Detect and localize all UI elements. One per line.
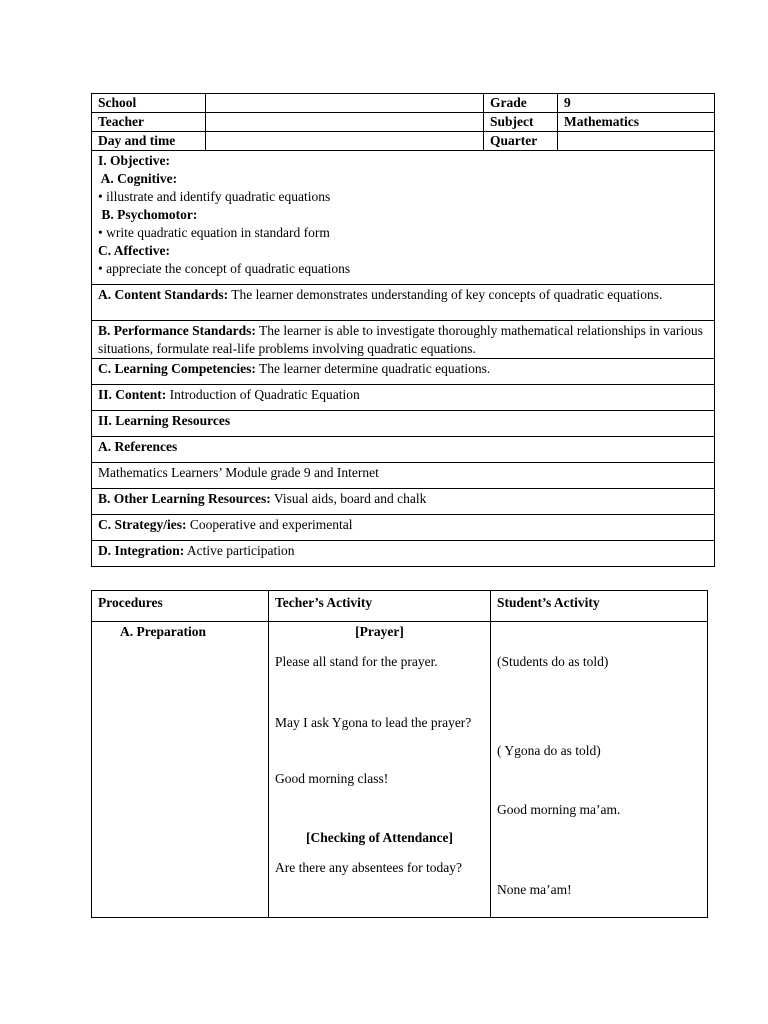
stage-preparation: A. Preparation bbox=[92, 622, 269, 918]
procedures-table bbox=[91, 590, 708, 918]
performance-standards-text: The learner is able to investigate thoroughly mathematical relationships in various situations, formulate real-life problems involving quadratic equations. bbox=[98, 323, 703, 356]
teacher-line-3: Good morning class! bbox=[275, 771, 389, 786]
col-teacher-activity: Techer’s Activity bbox=[269, 591, 491, 622]
objectives-row bbox=[92, 151, 715, 285]
grade-label: Grade bbox=[484, 94, 558, 113]
cognitive-label: A. Cognitive: bbox=[98, 171, 178, 186]
objectives-cell bbox=[92, 151, 715, 285]
teacher-row bbox=[92, 113, 715, 132]
teacher-activity-cell bbox=[269, 622, 491, 918]
competencies-label: C. Learning Competencies: bbox=[98, 361, 256, 376]
teacher-value bbox=[206, 113, 484, 132]
strategy-text: Cooperative and experimental bbox=[186, 517, 353, 532]
competencies-text: The learner determine quadratic equations. bbox=[255, 361, 491, 376]
subject-label: Subject bbox=[484, 113, 558, 132]
student-line-3: Good morning ma’am. bbox=[497, 802, 621, 817]
strategy-row bbox=[92, 515, 715, 541]
references-row bbox=[92, 437, 715, 463]
teacher-line-2: May I ask Ygona to lead the prayer? bbox=[275, 715, 472, 730]
student-line-2: ( Ygona do as told) bbox=[497, 743, 601, 758]
lesson-info-table bbox=[91, 93, 715, 567]
quarter-value bbox=[558, 132, 715, 151]
grade-value: 9 bbox=[558, 94, 715, 113]
performance-standards-row bbox=[92, 321, 715, 359]
student-line-1: (Students do as told) bbox=[497, 654, 609, 669]
strategy-cell bbox=[92, 515, 715, 541]
strategy-label: C. Strategy/ies: bbox=[98, 517, 187, 532]
content-label: II. Content: bbox=[98, 387, 167, 402]
performance-standards-label: B. Performance Standards: bbox=[98, 323, 256, 338]
content-standards-row bbox=[92, 285, 715, 321]
teacher-line-1: Please all stand for the prayer. bbox=[275, 654, 438, 669]
preparation-row bbox=[92, 622, 708, 918]
affective-label: C. Affective: bbox=[98, 243, 170, 258]
content-standards-cell bbox=[92, 285, 715, 321]
content-standards-label: A. Content Standards: bbox=[98, 287, 229, 302]
other-resources-text: Visual aids, board and chalk bbox=[270, 491, 427, 506]
daytime-label: Day and time bbox=[92, 132, 206, 151]
objective-title: I. Objective: bbox=[98, 153, 170, 168]
other-resources-cell bbox=[92, 489, 715, 515]
integration-label: D. Integration: bbox=[98, 543, 185, 558]
daytime-value bbox=[206, 132, 484, 151]
subject-value: Mathematics bbox=[558, 113, 715, 132]
cognitive-item: • illustrate and identify quadratic equations bbox=[98, 189, 331, 204]
school-row bbox=[92, 94, 715, 113]
references-text-row bbox=[92, 463, 715, 489]
content-standards-text: The learner demonstrates understanding of key concepts of quadratic equations. bbox=[228, 287, 663, 302]
content-text: Introduction of Quadratic Equation bbox=[166, 387, 360, 402]
competencies-row bbox=[92, 359, 715, 385]
teacher-label: Teacher bbox=[92, 113, 206, 132]
content-row bbox=[92, 385, 715, 411]
procedures-header-row bbox=[92, 591, 708, 622]
student-line-4: None ma’am! bbox=[497, 882, 572, 897]
quarter-label: Quarter bbox=[484, 132, 558, 151]
psychomotor-item: • write quadratic equation in standard form bbox=[98, 225, 330, 240]
other-resources-row bbox=[92, 489, 715, 515]
attendance-heading: [Checking of Attendance] bbox=[306, 830, 453, 845]
integration-cell bbox=[92, 541, 715, 567]
other-resources-label: B. Other Learning Resources: bbox=[98, 491, 271, 506]
references-text: Mathematics Learners’ Module grade 9 and Internet bbox=[92, 463, 715, 489]
psychomotor-label: B. Psychomotor: bbox=[98, 207, 198, 222]
col-procedures: Procedures bbox=[92, 591, 269, 622]
integration-text: Active participation bbox=[184, 543, 295, 558]
performance-standards-cell bbox=[92, 321, 715, 359]
resources-title: II. Learning Resources bbox=[92, 411, 715, 437]
prayer-heading: [Prayer] bbox=[355, 624, 404, 639]
school-value bbox=[206, 94, 484, 113]
school-label: School bbox=[92, 94, 206, 113]
daytime-row bbox=[92, 132, 715, 151]
resources-title-row bbox=[92, 411, 715, 437]
references-label: A. References bbox=[92, 437, 715, 463]
integration-row bbox=[92, 541, 715, 567]
affective-item: • appreciate the concept of quadratic equations bbox=[98, 261, 351, 276]
teacher-line-4: Are there any absentees for today? bbox=[275, 860, 463, 875]
competencies-cell bbox=[92, 359, 715, 385]
student-activity-cell bbox=[491, 622, 708, 918]
col-student-activity: Student’s Activity bbox=[491, 591, 708, 622]
content-cell bbox=[92, 385, 715, 411]
